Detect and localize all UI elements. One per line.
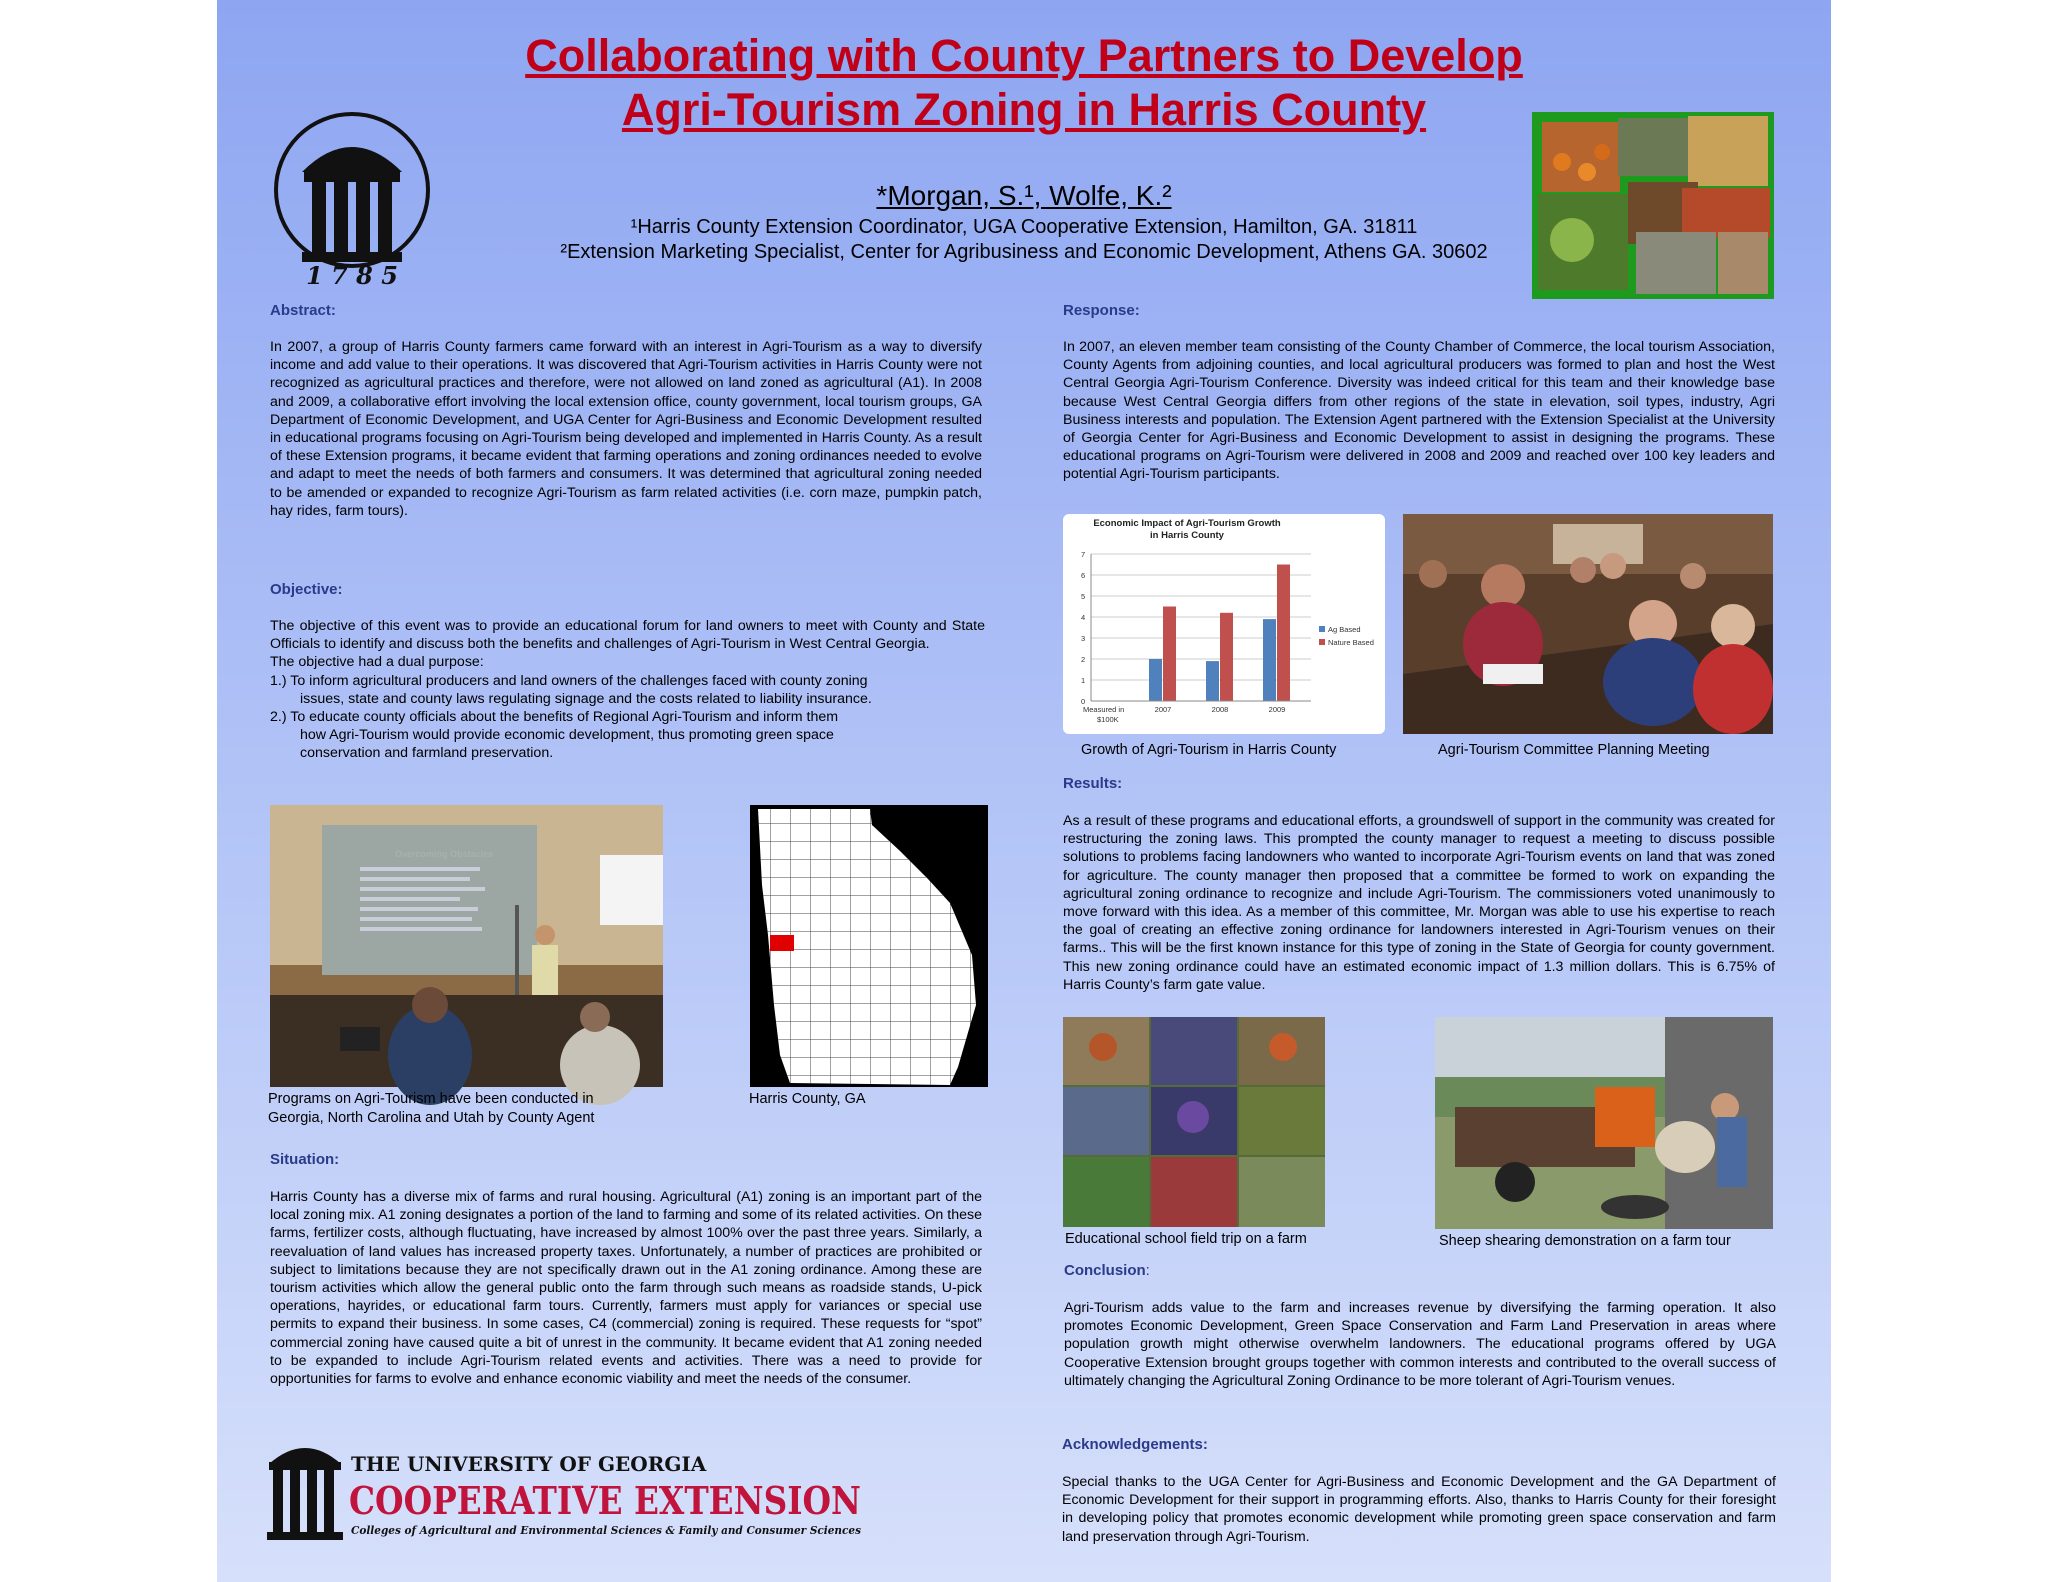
presentation-caption-line-1: Programs on Agri-Tourism have been conducted in bbox=[268, 1091, 594, 1107]
objective-item-2: 2.) To educate county officials about the benefits of Regional Agri-Tourism and inform them bbox=[270, 709, 839, 726]
situation-heading: Situation: bbox=[270, 1151, 340, 1168]
chart-xlabel-note-line-1: Measured in bbox=[1083, 705, 1125, 714]
uga-logo-line-3: Colleges of Agricultural and Environmental Sciences & Family and Consumer Sciences bbox=[351, 1524, 861, 1537]
presentation-caption-line-2: Georgia, North Carolina and Utah by County Agent bbox=[268, 1110, 595, 1126]
chart-bar-nature-based-2009 bbox=[1277, 565, 1290, 702]
field-trip-collage-photo bbox=[1063, 1017, 1325, 1227]
results-text: As a result of these programs and educational efforts, a groundswell of support in the community was created for restructuring the zoning laws. This prompted the county manager to request a meeting to discuss possible solutions to problems facing landowners who wanted to incorporate Agri-Tourism events on land that was zoned for agriculture. The county manager then proposed that a committee be formed to work on expanding the agricultural zoning ordinance to recognize and include Agri-Tourism. The commissioners voted unanimously to move forward with this idea. As a member of this committee, Mr. Morgan was able to use his expertise to reach the goal of creating an effective zoning ordinance for landowners interested in Agri-Tourism venues on their farms.. This will be the first known instance for this type of zoning in the State of Georgia for county government. This new zoning ordinance could have an estimated economic impact of 1.3 million dollars. This is 6.75% of Harris County’s farm gate value. bbox=[1063, 813, 1775, 993]
sheep-shearing-photo bbox=[1435, 1017, 1773, 1229]
chart-y-tick-label: 0 bbox=[1081, 697, 1086, 706]
agritourism-growth-chart bbox=[1063, 514, 1385, 734]
chart-y-tick-label: 1 bbox=[1081, 676, 1086, 685]
affiliation-2: ²Extension Marketing Specialist, Center for Agribusiness and Economic Development, Athens GA. 30602 bbox=[560, 241, 1488, 263]
situation-text: Harris County has a diverse mix of farms and rural housing. Agricultural (A1) zoning is an important part of the local zoning mix. A1 zoning designates a portion of the land to farming and some of its related activities. On these farms, fertilizer costs, although fluctuating, have increased by almost 100% over the past three years. Similarly, a reevaluation of land values has increased property taxes. Unfortunately, a number of practices are prohibited or subject to limitations because they are not specifically drawn out in the A1 zoning ordinance. Among these are tourism activities which allow the general public onto the farm through such means as roadside stands, U-pick operations, hayrides, or educational farm tours. Currently, farmers must apply for variances or special use permits to expand their business. In some cases, C4 (commercial) zoning is required. These requests for “spot” commercial zoning have caused quite a bit of unrest in the community. It became evident that A1 zoning needed to be expanded to include Agri-Tourism related events and activities. There was a need to provide for opportunities for farms to evolve and enhance economic viability and meet the needs of the consumer. bbox=[270, 1189, 982, 1388]
chart-title-line-1: Economic Impact of Agri-Tourism Growth bbox=[1093, 518, 1281, 529]
agritourism-collage-photo bbox=[1532, 112, 1774, 299]
abstract-text: In 2007, a group of Harris County farmers came forward with an interest in Agri-Tourism as a way to diversify income and add value to their operations. It was discovered that Agri-Tourism activities in Harris County were not recognized as agricultural practices and therefore, were not allowed on land zoned as agricultural (A1). In 2008 and 2009, a collaborative effort involving the local extension office, county government, local tourism groups, GA Department of Economic Development, and UGA Center for Agri-Business and Economic Development resulted in educational programs focusing on Agri-Tourism being developed and implemented in Harris County. As a result of these Extension programs, it became evident that farming operations and zoning ordinances needed to evolve and adapt to meet the needs of both farmers and consumers. It was determined that agricultural zoning needed to be amended or expanded to recognize Agri-Tourism as farm related activities (i.e. corn maze, pumpkin patch, hay rides, farm tours). bbox=[270, 339, 982, 519]
chart-legend-label: Nature Based bbox=[1328, 638, 1374, 647]
objective-heading: Objective: bbox=[270, 581, 343, 598]
conclusion-text: Agri-Tourism adds value to the farm and increases revenue by diversifying the farming operation. It also promotes Economic Development, Green Space Conservation and Farm Land Preservation in areas where population growth might otherwise overwhelm landowners. The educational programs offered by UGA Cooperative Extension brought groups together with common interests and contributed to the overall success of ultimately changing the Agricultural Zoning Ordinance to be more tolerant of Agri-Tourism venues. bbox=[1064, 1300, 1776, 1389]
chart-y-tick-label: 5 bbox=[1081, 592, 1086, 601]
acknowledgements-heading: Acknowledgements: bbox=[1062, 1436, 1208, 1453]
conclusion-heading-colon: : bbox=[1145, 1262, 1150, 1279]
chart-caption: Growth of Agri-Tourism in Harris County bbox=[1081, 742, 1337, 758]
chart-x-tick-label: 2009 bbox=[1268, 705, 1286, 714]
objective-purpose: The objective had a dual purpose: bbox=[270, 654, 484, 671]
fieldtrip-caption: Educational school field trip on a farm bbox=[1065, 1231, 1307, 1247]
objective-block bbox=[270, 617, 985, 763]
results-heading: Results: bbox=[1063, 775, 1123, 792]
objective-intro: The objective of this event was to provide an educational forum for land owners to meet with County and State Officials to identify and discuss both the benefits and challenges of Agri-Tourism in West Central Georgia. bbox=[270, 618, 985, 653]
chart-legend-swatch bbox=[1319, 639, 1325, 645]
abstract-heading: Abstract: bbox=[270, 302, 336, 319]
chart-y-tick-label: 6 bbox=[1081, 571, 1086, 580]
chart-y-tick-label: 2 bbox=[1081, 655, 1086, 664]
affiliation-1: ¹Harris County Extension Coordinator, UGA Cooperative Extension, Hamilton, GA. 31811 bbox=[630, 216, 1418, 238]
chart-y-tick-label: 7 bbox=[1081, 550, 1086, 559]
map-caption: Harris County, GA bbox=[749, 1091, 866, 1107]
poster bbox=[217, 0, 1831, 1582]
uga-logo-line-2: COOPERATIVE EXTENSION bbox=[349, 1478, 861, 1523]
chart-x-tick-label: 2007 bbox=[1154, 705, 1172, 714]
chart-y-tick-label: 4 bbox=[1081, 613, 1086, 622]
objective-item-1: 1.) To inform agricultural producers and land owners of the challenges faced with county zoning bbox=[270, 672, 868, 689]
acknowledgements-text: Special thanks to the UGA Center for Agri-Business and Economic Development and the GA Department of Economic Development for their support in programming efforts. Also, thanks to Harris County for their foresight in developing policy that promotes economic development while promoting green space conservation and farm land preservation through Agri-Tourism. bbox=[1062, 1474, 1776, 1545]
chart-bar-ag-based-2008 bbox=[1206, 661, 1219, 701]
poster-title-line-2: Agri-Tourism Zoning in Harris County bbox=[621, 84, 1427, 135]
georgia-county-map bbox=[750, 805, 988, 1087]
uga-logo-line-1: THE UNIVERSITY OF GEORGIA bbox=[351, 1452, 707, 1476]
objective-item-1-cont: issues, state and county laws regulating signage and the costs related to liability insurance. bbox=[300, 690, 872, 707]
presentation-photo bbox=[270, 805, 663, 1087]
response-text: In 2007, an eleven member team consisting of the County Chamber of Commerce, the local tourism Association, County Agents from adjoining counties, and local agricultural producers was formed to plan and host the West Central Georgia Agri-Tourism Conference. Diversity was indeed critical for this team and their knowledge base because West Central Georgia differs from other regions of the state in elevation, soil types, industry, Agri Business interests and population. The Extension Agent partnered with the Extension Specialist at the University of Georgia Center for Agri-Business and Economic Development to assist in designing the programs. These educational programs on Agri-Tourism were delivered in 2008 and 2009 and reached over 100 key leaders and potential Agri-Tourism participants. bbox=[1063, 339, 1775, 483]
conclusion-heading bbox=[1064, 1262, 1150, 1279]
committee-meeting-photo bbox=[1403, 514, 1773, 734]
chart-bar-nature-based-2007 bbox=[1163, 607, 1176, 702]
sheep-caption: Sheep shearing demonstration on a farm tour bbox=[1439, 1233, 1731, 1249]
chart-bar-nature-based-2008 bbox=[1220, 613, 1233, 701]
authors: *Morgan, S.¹, Wolfe, K.² bbox=[876, 180, 1172, 211]
chart-xlabel-note-line-2: $100K bbox=[1097, 715, 1119, 724]
chart-x-tick-label: 2008 bbox=[1211, 705, 1229, 714]
chart-bar-ag-based-2009 bbox=[1263, 619, 1276, 701]
chart-legend-label: Ag Based bbox=[1328, 625, 1361, 634]
harris-county-highlight bbox=[770, 935, 794, 951]
chart-y-tick-label: 3 bbox=[1081, 634, 1086, 643]
seal-year: 1 7 8 5 bbox=[306, 261, 398, 290]
objective-item-2-cont-a: how Agri-Tourism would provide economic development, thus promoting green space bbox=[300, 727, 834, 744]
response-heading: Response: bbox=[1063, 302, 1140, 319]
chart-bar-ag-based-2007 bbox=[1149, 659, 1162, 701]
chart-title-line-2: in Harris County bbox=[1150, 530, 1224, 541]
conclusion-heading-text: Conclusion bbox=[1064, 1262, 1146, 1279]
uga-cooperative-extension-logo bbox=[267, 1436, 867, 1546]
meeting-caption: Agri-Tourism Committee Planning Meeting bbox=[1438, 742, 1710, 758]
chart-legend-swatch bbox=[1319, 626, 1325, 632]
poster-title-line-1: Collaborating with County Partners to Develop bbox=[525, 30, 1523, 81]
objective-item-2-cont-b: conservation and farmland preservation. bbox=[300, 745, 554, 762]
